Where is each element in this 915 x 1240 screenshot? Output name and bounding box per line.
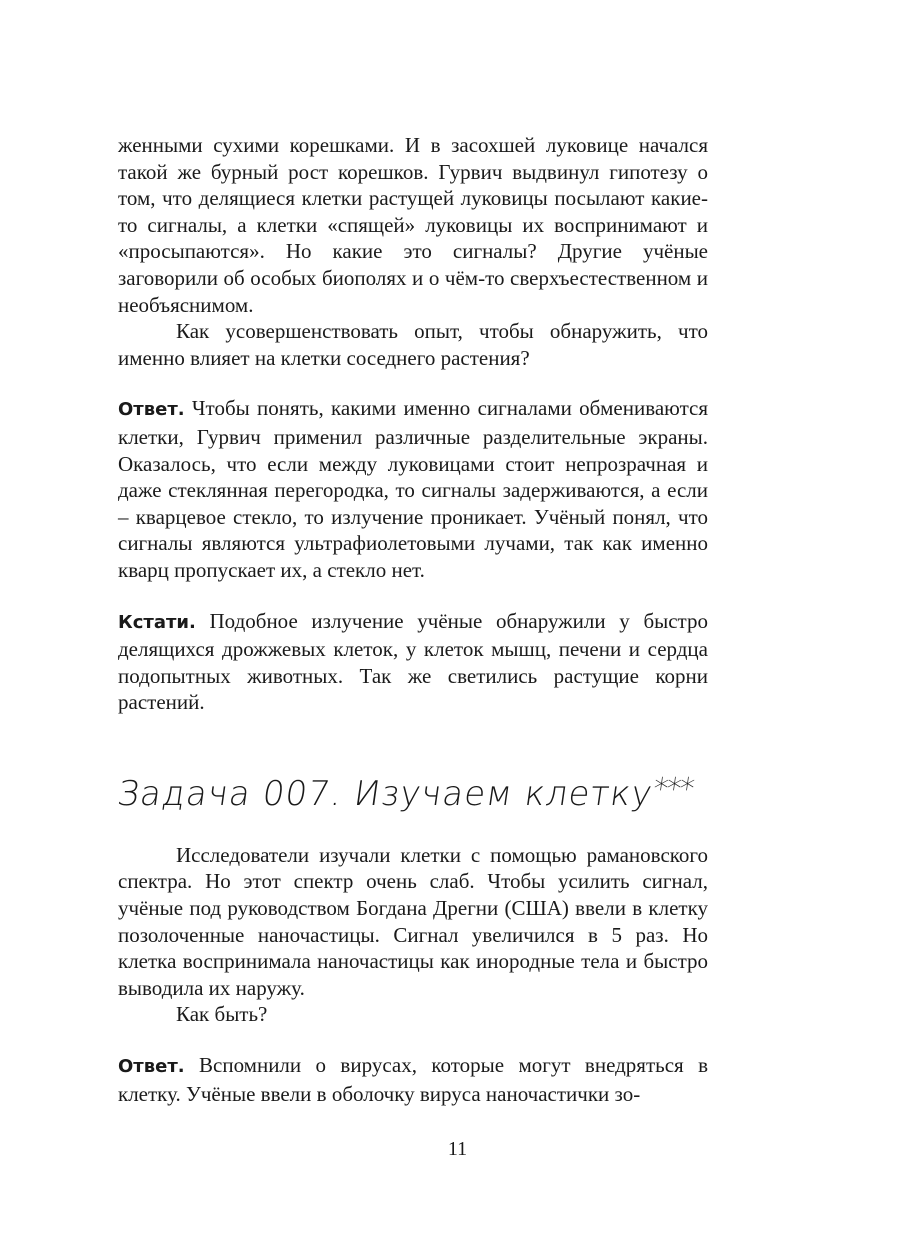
task-question: Как быть?: [176, 1002, 268, 1027]
difficulty-stars: ***: [650, 771, 695, 807]
answer-label: Ответ.: [118, 399, 185, 421]
by-the-way-paragraph: [118, 608, 708, 716]
paragraph-continued: женными сухими корешками. И в засохшей луковице начался такой же бурный рост корешков. Гурвич выдвинул гипотезу о том, что делящиеся клетки растущей луковицы посылают какие-то сигналы, а клетки «спящей» луковицы их воспринимают и «просыпаются». Но какие это сигналы? Другие учёные заговорили об особых биополях и о чём-то сверхъестественном и необъяснимом.: [118, 133, 708, 317]
page-content: [114, 132, 708, 1107]
answer-label-2: Ответ.: [118, 1056, 185, 1078]
question-paragraph: Как усовершенствовать опыт, чтобы обнаружить, что именно влияет на клетки соседнего растения?: [118, 319, 708, 370]
answer-text: Чтобы понять, какими именно сигналами обмениваются клетки, Гурвич применил различные разделительные экраны. Оказалось, что если между луковицами стоит непрозрачная и даже стеклянная перегородка, то сигналы задерживаются, а если – кварцевое стекло, то излучение проникает. Учёный понял, что сигналы являются ультрафиолетовыми лучами, так как именно кварц пропускает их, а стекло нет.: [118, 396, 708, 582]
answer-text-2: Вспомнили о вирусах, которые могут внедряться в клетку. Учёные ввели в оболочку вируса наночастички зо-: [118, 1053, 708, 1106]
by-the-way-text: Подобное излучение учёные обнаружили у быстро делящихся дрожжевых клеток, у клеток мышц, печени и сердца подопытных животных. Так же светились растущие корни растений.: [118, 608, 708, 715]
task-title: Задача 007. Изучаем клетку: [114, 773, 656, 814]
answer-paragraph-2: [118, 1052, 708, 1107]
task-heading: [115, 768, 712, 816]
page-number: 11: [447, 1138, 468, 1160]
answer-paragraph: [118, 395, 708, 583]
task-paragraph: Исследователи изучали клетки с помощью рамановского спектра. Но этот спектр очень слаб. Чтобы усилить сигнал, учёные под руководством Богдана Дрегни (США) ввели в клетку позолоченные наночастицы. Сигнал увеличился в 5 раз. Но клетка воспринимала наночастицы как инородные тела и быстро выводила их наружу.: [118, 842, 708, 1000]
by-the-way-label: Кстати.: [118, 611, 196, 633]
